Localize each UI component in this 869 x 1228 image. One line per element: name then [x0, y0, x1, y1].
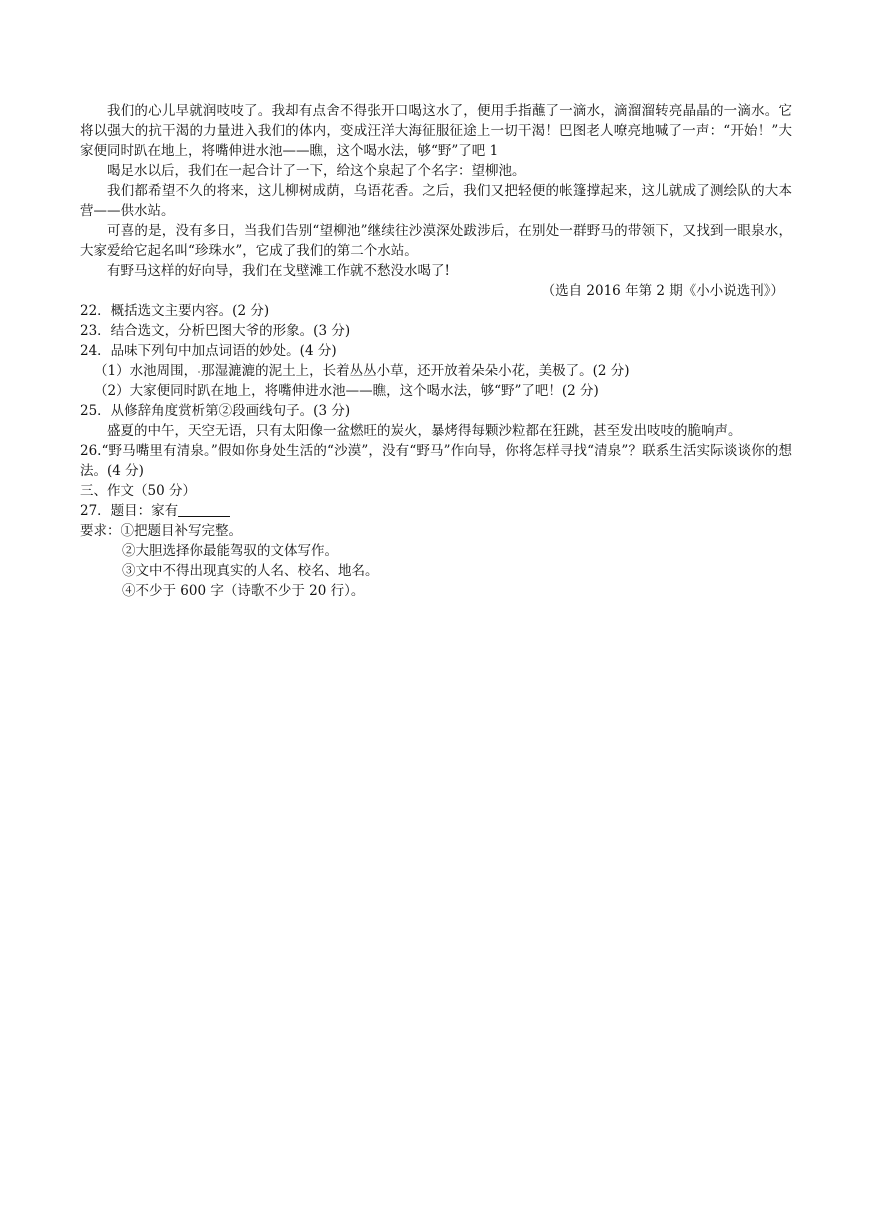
question-24-item-1: [80, 361, 792, 381]
passage-source: （选自 2016 年第 2 期《小小说选刊》）: [541, 283, 784, 299]
essay-section-title: 三、作文（50 分）: [80, 483, 196, 499]
essay-requirement-2: ②大胆选择你最能驾驭的文体写作。: [122, 543, 338, 559]
question-23: 23．结合选文，分析巴图大爷的形象。(3 分): [80, 323, 351, 339]
essay-requirement-3: ③文中不得出现真实的人名、校名、地名。: [122, 563, 379, 579]
reading-passage: [80, 101, 792, 281]
emphasis-dot: [198, 371, 200, 373]
essay-requirement-1: [80, 521, 792, 541]
question-25: 25．从修辞角度赏析第②段画线句子。(3 分): [80, 403, 351, 419]
essay-requirement-1-text: ①把题目补写完整。: [120, 523, 242, 539]
question-22: 22．概括选文主要内容。(2 分): [80, 303, 270, 319]
passage-paragraph-2: 喝足水以后，我们在一起合计了一下，给这个泉起了个名字：望柳池。: [107, 163, 526, 179]
essay-requirements-label: 要求：: [80, 523, 121, 539]
essay-topic-text: 27．题目：家有: [80, 503, 179, 519]
passage-paragraph-3: 我们都希望不久的将来，这儿柳树成荫，乌语花香。之后，我们又把轻便的帐篷撑起来，这儿就成了测绘队的大本营——供水站。: [80, 183, 792, 219]
passage-paragraph-4: 可喜的是，没有多日，当我们告别“望柳池”继续往沙漠深处跋涉后，在别处一群野马的带领下，又找到一眼泉水，大家爱给它起名叫“珍珠水”，它成了我们的第二个水站。: [80, 223, 792, 259]
question-24-item-1-start: （1）水池周围，: [94, 363, 198, 379]
question-24-item-1-rest: 那湿漉漉的泥土上，长着丛丛小草，还开放着朵朵小花，美极了。(2 分): [201, 363, 630, 379]
document-page: [80, 101, 792, 601]
topic-blank: [178, 502, 230, 517]
question-26-block: [80, 441, 792, 481]
passage-paragraph-1: 我们的心儿早就润吱吱了。我却有点舍不得张开口喝这水了，便用手指蘸了一滴水，滴溜溜转亮晶晶的一滴水。它将以强大的抗干渴的力量进入我们的体内，变成汪洋大海征服征途上一切干渴！巴图老人嘹亮地喊了一声：“开始！”大家便同时趴在地上，将嘴伸进水池——瞧，这个喝水法，够“野”了吧 1: [80, 103, 792, 159]
question-26: 26.“野马嘴里有清泉。”假如你身处生活的“沙漠”，没有“野马”作向导，你将怎样寻找“清泉”？联系生活实际谈谈你的想法。(4 分): [80, 443, 792, 479]
essay-topic: [80, 501, 792, 521]
question-25-quote-block: [80, 421, 792, 441]
question-24-item-2: （2）大家便同时趴在地上，将嘴伸进水池——瞧，这个喝水法，够“野”了吧！(2 分): [94, 383, 599, 399]
essay-requirement-4: ④不少于 600 字（诗歌不少于 20 行）。: [122, 583, 365, 599]
question-24: 24．品味下列句中加点词语的妙处。(4 分): [80, 343, 337, 359]
question-25-quote: 盛夏的中午，天空无语，只有太阳像一盆燃旺的炭火，暴烤得每颗沙粒都在狂跳，甚至发出吱吱的脆响声。: [107, 423, 742, 439]
passage-paragraph-5: 有野马这样的好向导，我们在戈壁滩工作就不愁没水喝了!: [107, 263, 450, 279]
